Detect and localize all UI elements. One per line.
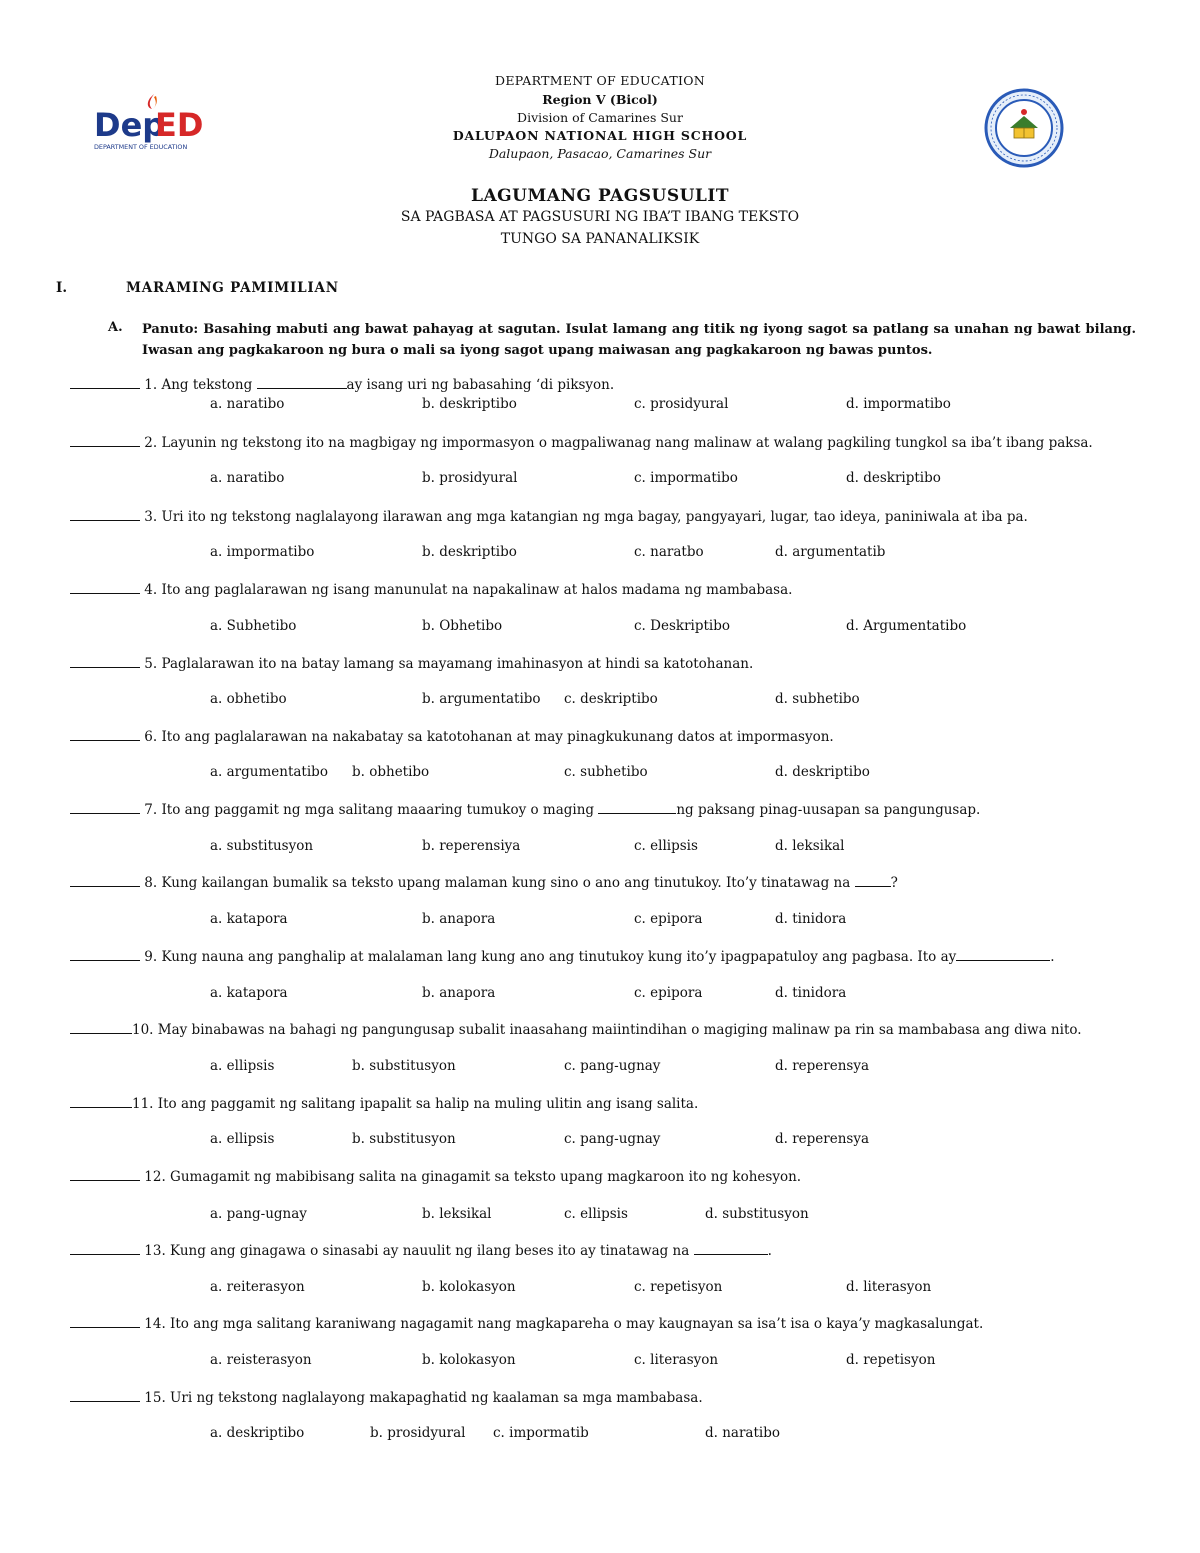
inline-blank bbox=[855, 874, 891, 887]
option-d: d. repetisyon bbox=[846, 1352, 936, 1368]
question-1 bbox=[70, 376, 1150, 393]
option-a: a. katapora bbox=[210, 985, 288, 1001]
option-b: b. deskriptibo bbox=[422, 544, 517, 560]
option-c: c. epipora bbox=[634, 985, 703, 1001]
option-a: a. deskriptibo bbox=[210, 1425, 305, 1441]
question-text: 15. Uri ng tekstong naglalayong makapaghatid ng kaalaman sa mga mambabasa. bbox=[140, 1390, 703, 1406]
question-2 bbox=[70, 434, 1150, 451]
option-c: c. repetisyon bbox=[634, 1279, 723, 1295]
option-d: d. argumentatib bbox=[775, 544, 886, 560]
question-text: 6. Ito ang paglalarawan na nakabatay sa katotohanan at may pinagkukunang datos at impormasyon. bbox=[140, 729, 834, 745]
answer-blank[interactable] bbox=[70, 1315, 140, 1328]
question-text: 11. Ito ang paggamit ng salitang ipapalit sa halip na muling ulitin ang isang salita. bbox=[132, 1096, 699, 1112]
option-a: a. reisterasyon bbox=[210, 1352, 312, 1368]
option-b: b. substitusyon bbox=[352, 1131, 456, 1147]
options-row bbox=[0, 1425, 1200, 1445]
option-b: b. kolokasyon bbox=[422, 1352, 516, 1368]
department-name: DEPARTMENT OF EDUCATION bbox=[495, 73, 705, 88]
question-15 bbox=[70, 1389, 1150, 1406]
section-number: I. bbox=[56, 280, 68, 296]
answer-blank[interactable] bbox=[70, 1389, 140, 1402]
option-c: c. naratbo bbox=[634, 544, 704, 560]
question-13 bbox=[70, 1242, 1150, 1259]
svg-text:Dep: Dep bbox=[94, 106, 166, 144]
option-d: d. substitusyon bbox=[705, 1206, 809, 1222]
option-c: c. Deskriptibo bbox=[634, 618, 730, 634]
question-text-end: ng paksang pinag-uusapan sa pangungusap. bbox=[676, 802, 981, 818]
question-4 bbox=[70, 581, 1150, 598]
question-text-end: . bbox=[767, 1243, 772, 1259]
answer-blank[interactable] bbox=[70, 874, 140, 887]
question-text: 10. May binabawas na bahagi ng pangungusap subalit inaasahang maiintindihan o magiging malinaw pa rin sa mambabasa ang diwa nito. bbox=[132, 1022, 1082, 1038]
option-d: d. deskriptibo bbox=[775, 764, 870, 780]
option-a: a. reiterasyon bbox=[210, 1279, 305, 1295]
option-d: d. deskriptibo bbox=[846, 470, 941, 486]
options-row bbox=[0, 1279, 1200, 1299]
question-text: 12. Gumagamit ng mabibisang salita na ginagamit sa teksto upang magkaroon ito ng kohesyon. bbox=[140, 1169, 802, 1185]
answer-blank[interactable] bbox=[70, 1021, 132, 1034]
options-row bbox=[0, 1352, 1200, 1372]
school-address: Dalupaon, Pasacao, Camarines Sur bbox=[488, 146, 712, 161]
question-text: 4. Ito ang paglalarawan ng isang manunulat na napakalinaw at halos madama ng mambabasa. bbox=[140, 582, 793, 598]
option-b: b. anapora bbox=[422, 985, 496, 1001]
question-8 bbox=[70, 874, 1150, 891]
option-c: c. ellipsis bbox=[634, 838, 698, 854]
region-name: Region V (Bicol) bbox=[542, 92, 658, 107]
answer-blank[interactable] bbox=[70, 948, 140, 961]
exam-subtitle-1: SA PAGBASA AT PAGSUSURI NG IBA’T IBANG TEKSTO bbox=[400, 209, 800, 225]
question-12 bbox=[70, 1168, 1150, 1185]
question-text-end: ay isang uri ng babasahing ‘di piksyon. bbox=[346, 377, 615, 393]
answer-blank[interactable] bbox=[70, 376, 140, 389]
option-d: d. reperensya bbox=[775, 1131, 870, 1147]
question-text: 5. Paglalarawan ito na batay lamang sa mayamang imahinasyon at hindi sa katotohanan. bbox=[140, 656, 754, 672]
option-d: d. Argumentatibo bbox=[846, 618, 967, 634]
option-b: b. prosidyural bbox=[370, 1425, 466, 1441]
question-text: 1. Ang tekstong bbox=[140, 377, 257, 393]
question-7 bbox=[70, 801, 1150, 818]
option-a: a. Subhetibo bbox=[210, 618, 297, 634]
question-text: 14. Ito ang mga salitang karaniwang nagagamit nang magkapareha o may kaugnayan sa isa’t isa o kaya’y magkasalungat. bbox=[140, 1316, 984, 1332]
option-d: d. leksikal bbox=[775, 838, 845, 854]
answer-blank[interactable] bbox=[70, 581, 140, 594]
question-11 bbox=[70, 1095, 1150, 1112]
question-text: 8. Kung kailangan bumalik sa teksto upang malaman kung sino o ano ang tinutukoy. Ito’y tinatawag na bbox=[140, 875, 855, 891]
option-c: c. deskriptibo bbox=[564, 691, 658, 707]
question-text-end: ? bbox=[890, 875, 898, 891]
question-10 bbox=[70, 1021, 1150, 1038]
question-9 bbox=[70, 948, 1150, 965]
option-a: a. substitusyon bbox=[210, 838, 314, 854]
question-14 bbox=[70, 1315, 1150, 1332]
question-text: 9. Kung nauna ang panghalip at malalaman lang kung ano ang tinutukoy kung ito’y ipagpapatuloy ang pagbasa. Ito ay bbox=[140, 949, 957, 965]
question-text-end: . bbox=[1050, 949, 1055, 965]
option-a: a. naratibo bbox=[210, 396, 285, 412]
options-row bbox=[0, 985, 1200, 1005]
options-row bbox=[0, 470, 1200, 490]
options-row bbox=[0, 1206, 1200, 1226]
question-5 bbox=[70, 655, 1150, 672]
inline-blank bbox=[956, 948, 1050, 961]
option-c: c. impormatib bbox=[493, 1425, 589, 1441]
option-c: c. ellipsis bbox=[564, 1206, 628, 1222]
division-name: Division of Camarines Sur bbox=[517, 110, 683, 125]
option-c: c. epipora bbox=[634, 911, 703, 927]
answer-blank[interactable] bbox=[70, 1168, 140, 1181]
answer-blank[interactable] bbox=[70, 1242, 140, 1255]
section-title: MARAMING PAMIMILIAN bbox=[126, 280, 339, 296]
options-row bbox=[0, 396, 1200, 416]
option-a: a. impormatibo bbox=[210, 544, 315, 560]
option-a: a. ellipsis bbox=[210, 1058, 275, 1074]
option-c: c. impormatibo bbox=[634, 470, 738, 486]
option-d: d. tinidora bbox=[775, 911, 847, 927]
option-a: a. katapora bbox=[210, 911, 288, 927]
option-a: a. argumentatibo bbox=[210, 764, 328, 780]
option-c: c. prosidyural bbox=[634, 396, 729, 412]
options-row bbox=[0, 764, 1200, 784]
answer-blank[interactable] bbox=[70, 655, 140, 668]
answer-blank[interactable] bbox=[70, 728, 140, 741]
answer-blank[interactable] bbox=[70, 1095, 132, 1108]
option-b: b. leksikal bbox=[422, 1206, 492, 1222]
inline-blank bbox=[694, 1242, 768, 1255]
svg-text:ED: ED bbox=[155, 106, 204, 144]
option-b: b. obhetibo bbox=[352, 764, 430, 780]
option-c: c. pang-ugnay bbox=[564, 1131, 661, 1147]
option-a: a. ellipsis bbox=[210, 1131, 275, 1147]
question-text: 2. Layunin ng tekstong ito na magbigay ng impormasyon o magpaliwanag nang malinaw at walang pagkiling tungkol sa iba’t ibang paksa. bbox=[140, 435, 1093, 451]
option-b: b. deskriptibo bbox=[422, 396, 517, 412]
answer-blank[interactable] bbox=[70, 508, 140, 521]
option-a: a. obhetibo bbox=[210, 691, 287, 707]
question-6 bbox=[70, 728, 1150, 745]
option-b: b. argumentatibo bbox=[422, 691, 541, 707]
options-row bbox=[0, 1058, 1200, 1078]
inline-blank bbox=[257, 376, 347, 389]
question-text: 13. Kung ang ginagawa o sinasabi ay nauulit ng ilang beses ito ay tinatawag na bbox=[140, 1243, 694, 1259]
instruction-letter: A. bbox=[108, 320, 123, 335]
deped-logo-subtext: DEPARTMENT OF EDUCATION bbox=[94, 143, 188, 151]
exam-subtitle-2: TUNGO SA PANANALIKSIK bbox=[500, 231, 700, 247]
question-3 bbox=[70, 508, 1150, 525]
option-b: b. reperensiya bbox=[422, 838, 521, 854]
option-d: d. impormatibo bbox=[846, 396, 951, 412]
options-row bbox=[0, 1131, 1200, 1151]
options-row bbox=[0, 544, 1200, 564]
option-b: b. prosidyural bbox=[422, 470, 518, 486]
question-text: 3. Uri ito ng tekstong naglalayong ilarawan ang mga katangian ng mga bagay, pangyayari, lugar, tao ideya, paniniwala at iba pa. bbox=[140, 509, 1028, 525]
option-c: c. literasyon bbox=[634, 1352, 719, 1368]
option-b: b. kolokasyon bbox=[422, 1279, 516, 1295]
option-a: a. naratibo bbox=[210, 470, 285, 486]
instruction-text: Panuto: Basahing mabuti ang bawat pahayag at sagutan. Isulat lamang ang titik ng iyong sagot sa patlang sa unahan ng bawat bilang. Iwasan ang pagkakaroon ng bura o mali sa iyong sagot upang maiwasan ang pagkakaroon ng bawas puntos. bbox=[142, 322, 1136, 358]
options-row bbox=[0, 911, 1200, 931]
option-d: d. subhetibo bbox=[775, 691, 860, 707]
options-row bbox=[0, 618, 1200, 638]
answer-blank[interactable] bbox=[70, 801, 140, 814]
option-c: c. pang-ugnay bbox=[564, 1058, 661, 1074]
options-row bbox=[0, 691, 1200, 711]
options-row bbox=[0, 838, 1200, 858]
option-d: d. literasyon bbox=[846, 1279, 932, 1295]
option-d: d. tinidora bbox=[775, 985, 847, 1001]
option-d: d. naratibo bbox=[705, 1425, 780, 1441]
option-a: a. pang-ugnay bbox=[210, 1206, 307, 1222]
inline-blank bbox=[598, 801, 676, 814]
question-text: 7. Ito ang paggamit ng mga salitang maaaring tumukoy o maging bbox=[140, 802, 599, 818]
option-b: b. anapora bbox=[422, 911, 496, 927]
option-b: b. substitusyon bbox=[352, 1058, 456, 1074]
school-name: DALUPAON NATIONAL HIGH SCHOOL bbox=[452, 128, 748, 143]
option-d: d. reperensya bbox=[775, 1058, 870, 1074]
exam-title: LAGUMANG PAGSUSULIT bbox=[471, 186, 729, 206]
option-b: b. Obhetibo bbox=[422, 618, 503, 634]
answer-blank[interactable] bbox=[70, 434, 140, 447]
option-c: c. subhetibo bbox=[564, 764, 648, 780]
